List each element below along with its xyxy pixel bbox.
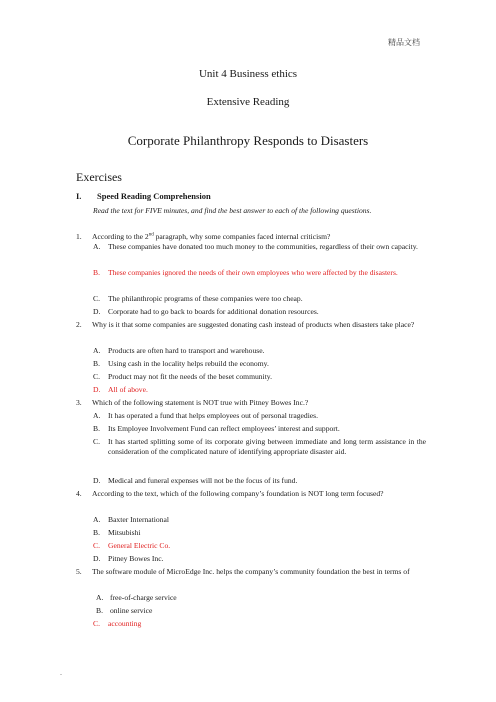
question-text: The software module of MicroEdge Inc. helps the company’s community foundation the best in terms of — [92, 567, 410, 576]
option-label: C. — [93, 372, 100, 381]
option-text: These companies have donated too much money to the communities, regardless of their own capacity. — [108, 242, 418, 251]
option-text: Pitney Bowes Inc. — [108, 554, 164, 563]
option-label: B. — [93, 424, 100, 433]
option-text-answer: These companies ignored the needs of their own employees who were affected by the disasters. — [108, 268, 398, 277]
superscript-nd: nd — [148, 232, 154, 238]
option-label: A. — [93, 515, 101, 524]
option-label: B. — [93, 359, 100, 368]
option-text: Corporate had to go back to boards for additional donation resources. — [108, 307, 319, 316]
option-text: The philanthropic programs of these companies were too cheap. — [108, 294, 303, 303]
option-label: A. — [93, 346, 101, 355]
option-text-answer: All of above. — [108, 385, 148, 394]
part-title: Speed Reading Comprehension — [97, 191, 211, 201]
question-number: 2. — [76, 320, 82, 329]
header-watermark: 精品文档 — [388, 38, 420, 47]
option-text: Products are often hard to transport and warehouse. — [108, 346, 265, 355]
option-label: C. — [93, 294, 100, 303]
instruction-text: Read the text for FIVE minutes, and find the best answer to each of the following questions. — [93, 206, 372, 215]
question-number: 5. — [76, 567, 82, 576]
option-text: It has operated a fund that helps employees out of personal tragedies. — [108, 411, 319, 420]
option-label: D. — [93, 554, 101, 563]
option-label: C. — [93, 619, 100, 628]
question-text: According to the text, which of the following company’s foundation is NOT long term focused? — [92, 489, 384, 498]
question-text-part: paragraph, why some companies faced internal criticism? — [153, 232, 331, 241]
option-label: C. — [93, 541, 100, 550]
question-number: 3. — [76, 398, 82, 407]
question-text: Which of the following statement is NOT true with Pitney Bowes Inc.? — [92, 398, 309, 407]
option-text: Its Employee Involvement Fund can reflect employees’ interest and support. — [108, 424, 340, 433]
option-text: It has started splitting some of its corporate giving between immediate and long term assistance in the consideration of the complicated nature of identifying appropriate disaster aid. — [108, 437, 426, 456]
option-label: A. — [93, 242, 101, 251]
article-title: Corporate Philanthropy Responds to Disasters — [127, 133, 369, 148]
option-text: online service — [110, 606, 153, 615]
option-label: D. — [93, 307, 101, 316]
exercises-heading: Exercises — [76, 170, 122, 184]
question-text-part: According to the 2 — [92, 232, 149, 241]
option-text-answer: accounting — [108, 619, 142, 628]
option-text: free-of-charge service — [110, 593, 177, 602]
section-title: Extensive Reading — [206, 96, 290, 108]
question-text — [92, 232, 422, 242]
option-text-answer: General Electric Co. — [108, 541, 171, 550]
unit-title: Unit 4 Business ethics — [198, 68, 298, 80]
option-text: Baxter International — [108, 515, 169, 524]
option-text: Medical and funeral expenses will not be the focus of its fund. — [108, 476, 298, 485]
option-label: B. — [93, 268, 100, 277]
option-label: D. — [93, 385, 101, 394]
option-label: D. — [93, 476, 101, 485]
option-text: Using cash in the locality helps rebuild the economy. — [108, 359, 269, 368]
question-text: Why is it that some companies are suggested donating cash instead of products when disasters take place? — [92, 320, 415, 329]
option-text: Mitsubishi — [108, 528, 141, 537]
question-number: 4. — [76, 489, 82, 498]
option-label: B. — [93, 528, 100, 537]
option-label: C. — [93, 437, 100, 446]
part-number: I. — [76, 191, 82, 201]
option-label: A. — [96, 593, 104, 602]
question-number: 1. — [76, 232, 82, 241]
option-text: Product may not fit the needs of the beset community. — [108, 372, 273, 381]
option-label: A. — [93, 411, 101, 420]
footer-mark: . — [60, 668, 62, 677]
option-label: B. — [96, 606, 103, 615]
